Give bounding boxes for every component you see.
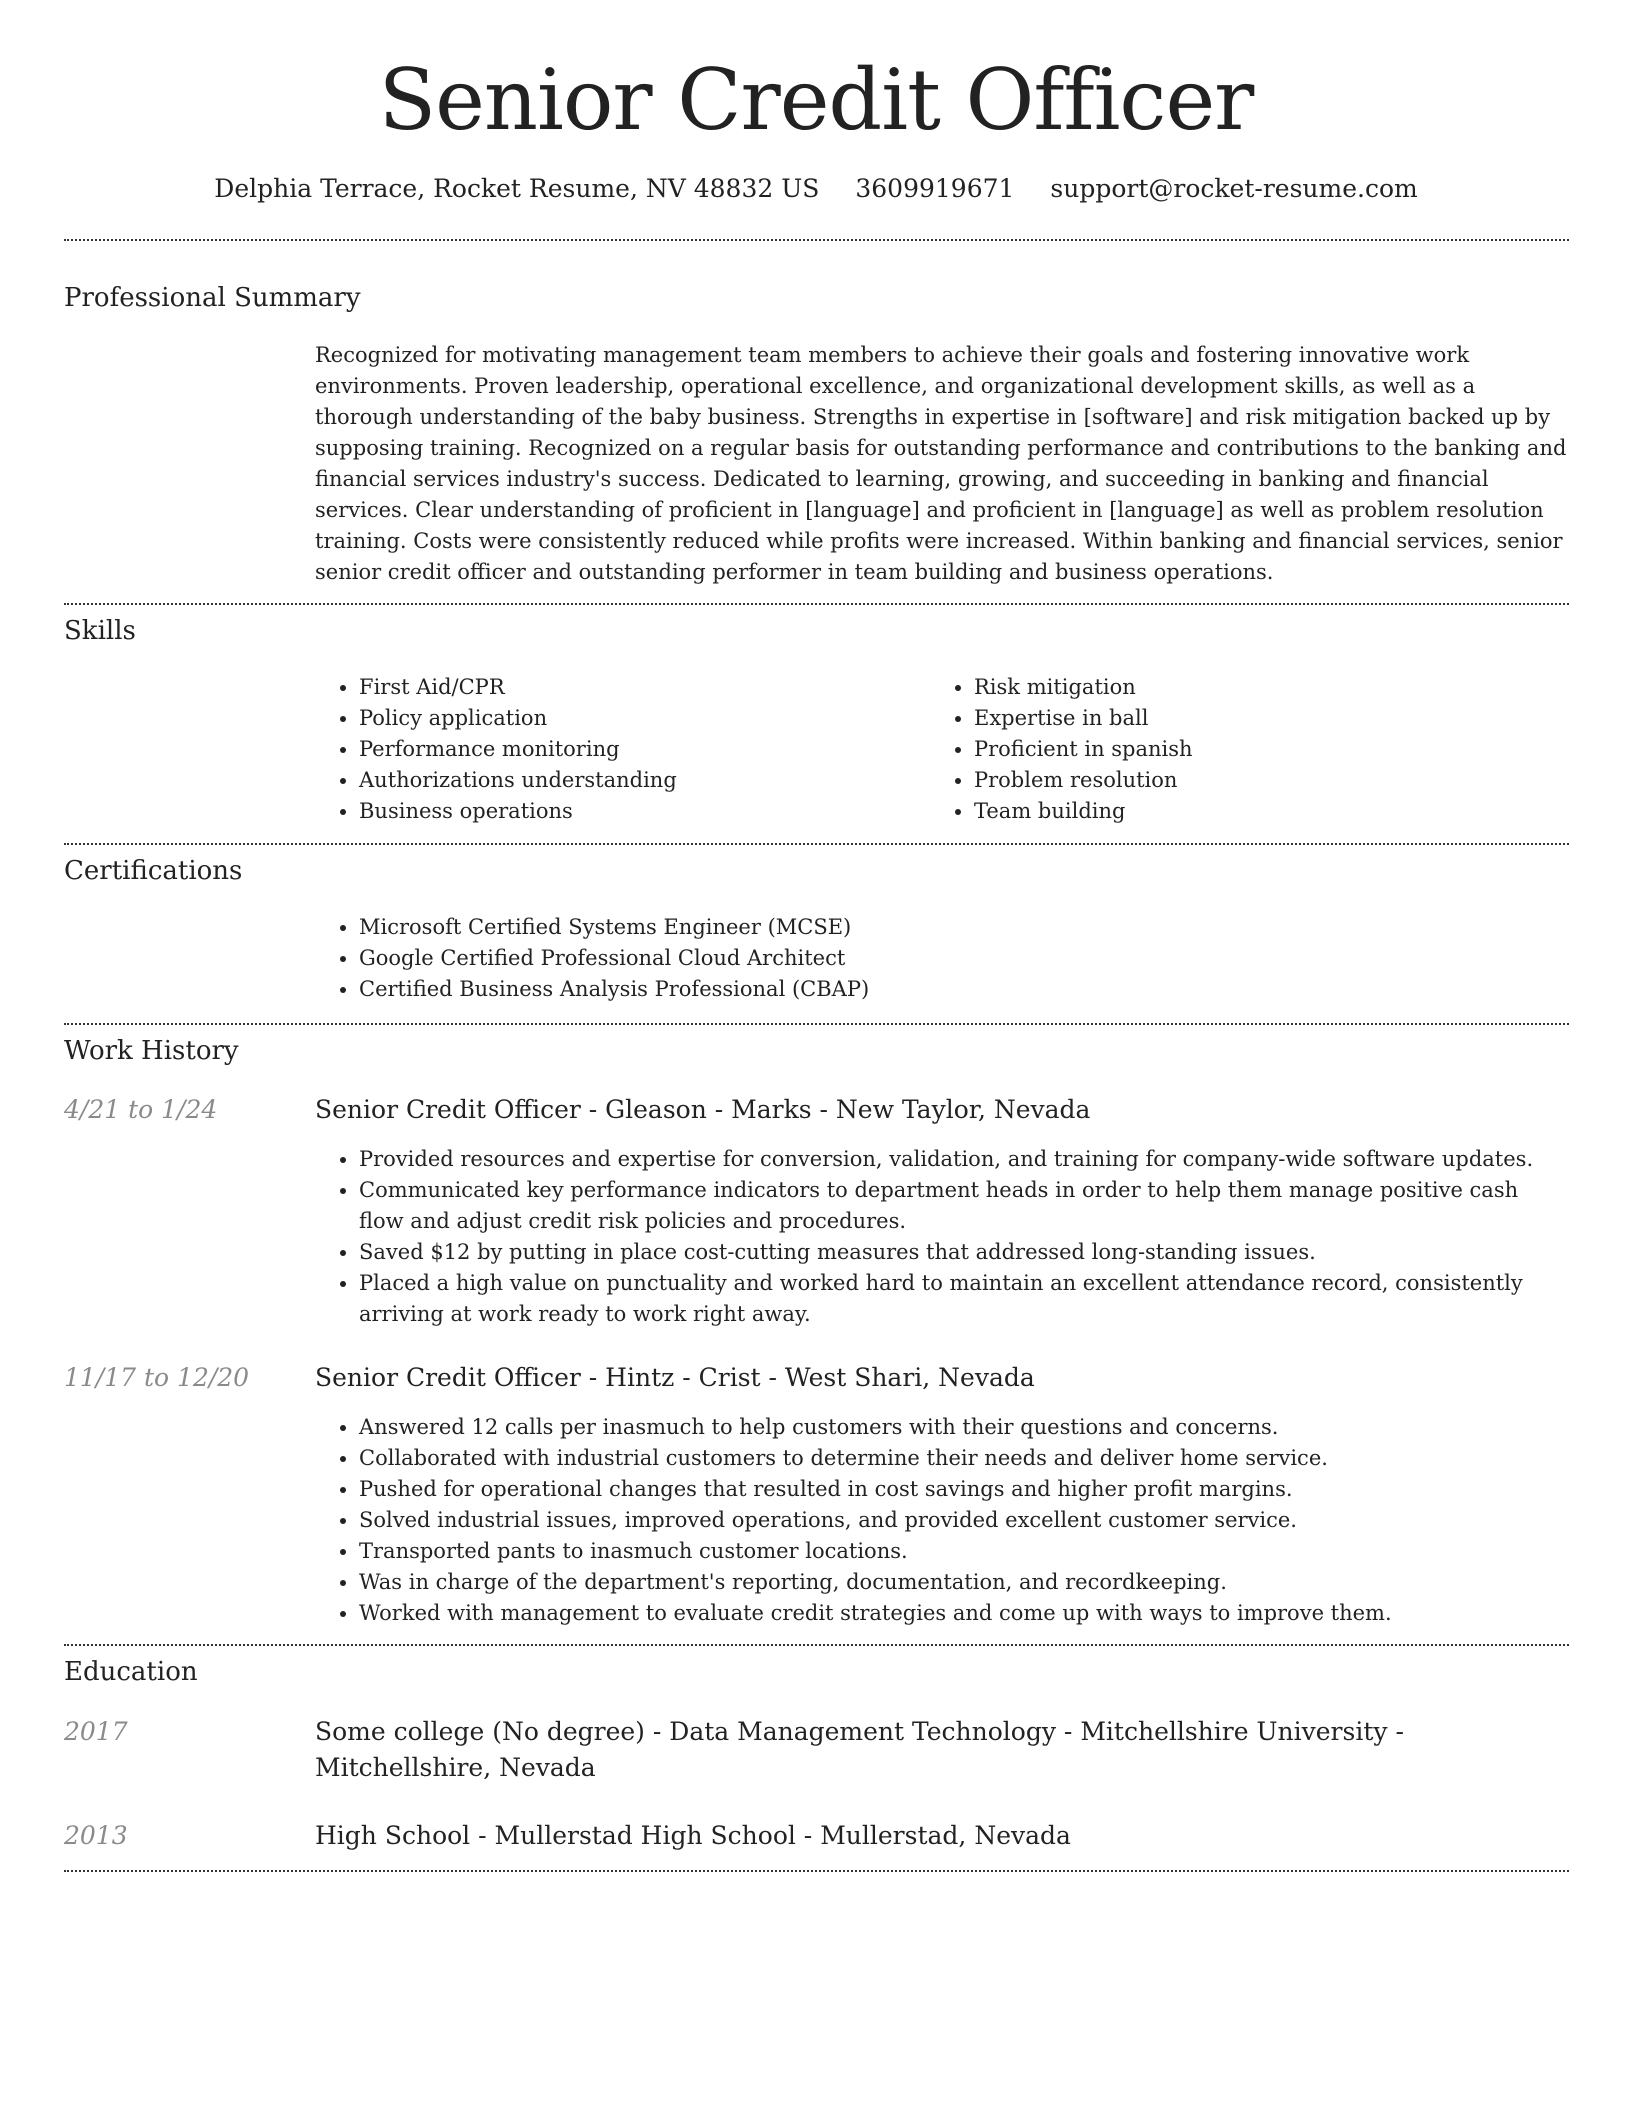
skills-list-right (930, 672, 1574, 827)
work-history-heading: Work History (64, 1036, 239, 1066)
skill-item: • Business operations (359, 796, 919, 827)
skill-item: • First Aid/CPR (359, 672, 919, 703)
skill-item: • Team building (974, 796, 1574, 827)
summary-text: Recognized for motivating management team members to achieve their goals and fostering innovative work environments. Proven leadership, operational excellence, and organizational development skills, as well as a thorough understanding of the baby business. Strengths in expertise in [software] and risk mitigation backed up by supposing training. Recognized on a regular basis for outstanding performance and contributions to the banking and financial services industry's success. Dedicated to learning, growing, and succeeding in banking and financial services. Clear understanding of proficient in [language] and proficient in [language] as well as problem resolution training. Costs were consistently reduced while profits were increased. Within banking and financial services, senior senior credit officer and outstanding performer in team building and business operations. (315, 343, 1567, 584)
job-bullet: • Worked with management to evaluate credit strategies and come up with ways to improve them. (359, 1598, 1569, 1629)
contact-address: Delphia Terrace, Rocket Resume, NV 48832 US (214, 174, 820, 203)
education-year: 2013 (64, 1821, 128, 1850)
certification-item: • Google Certified Professional Cloud Architect (359, 943, 1559, 974)
skill-item: • Policy application (359, 703, 919, 734)
section-divider (64, 239, 1569, 241)
skill-item: • Expertise in ball (974, 703, 1574, 734)
skill-item: • Proficient in spanish (974, 734, 1574, 765)
skill-item: • Performance monitoring (359, 734, 919, 765)
job-bullet: • Was in charge of the department's reporting, documentation, and recordkeeping. (359, 1567, 1569, 1598)
resume-name: Senior Credit Officer (378, 51, 1254, 149)
job-bullet: • Pushed for operational changes that resulted in cost savings and higher profit margins. (359, 1474, 1569, 1505)
job-title: Senior Credit Officer - Hintz - Crist - West Shari, Nevada (315, 1363, 1035, 1392)
certifications-heading: Certifications (64, 856, 243, 886)
education-entry: Some college (No degree) - Data Management Technology - Mitchellshire University - Mitchellshire, Nevada (315, 1717, 1404, 1782)
job-bullet: • Collaborated with industrial customers to determine their needs and deliver home service. (359, 1443, 1569, 1474)
job-bullet: • Communicated key performance indicators to department heads in order to help them manage positive cash flow and adjust credit risk policies and procedures. (359, 1175, 1569, 1237)
skill-item: • Authorizations understanding (359, 765, 919, 796)
job-title: Senior Credit Officer - Gleason - Marks - New Taylor, Nevada (315, 1095, 1091, 1124)
job-bullet: • Saved $12 by putting in place cost-cutting measures that addressed long-standing issues. (359, 1237, 1569, 1268)
contact-email: support@rocket-resume.com (1050, 174, 1418, 203)
section-divider (64, 843, 1569, 845)
skill-item: • Problem resolution (974, 765, 1574, 796)
contact-phone: 3609919671 (855, 174, 1015, 203)
section-divider (64, 1644, 1569, 1646)
skill-item: • Risk mitigation (974, 672, 1574, 703)
certification-item: • Certified Business Analysis Professional (CBAP) (359, 974, 1559, 1005)
certification-item: • Microsoft Certified Systems Engineer (MCSE) (359, 912, 1559, 943)
job-bullet: • Transported pants to inasmuch customer locations. (359, 1536, 1569, 1567)
education-entry: High School - Mullerstad High School - Mullerstad, Nevada (315, 1821, 1071, 1850)
job-bullet: • Provided resources and expertise for conversion, validation, and training for company-wide software updates. (359, 1144, 1569, 1175)
contact-line (0, 172, 1632, 206)
skills-heading: Skills (64, 616, 136, 646)
job-bullet: • Answered 12 calls per inasmuch to help customers with their questions and concerns. (359, 1412, 1569, 1443)
job-bullets (315, 1412, 1569, 1629)
summary-heading: Professional Summary (64, 283, 361, 313)
section-divider (64, 1870, 1569, 1872)
job-bullet: • Solved industrial issues, improved operations, and provided excellent customer service. (359, 1505, 1569, 1536)
job-dates: 11/17 to 12/20 (64, 1363, 250, 1392)
education-heading: Education (64, 1657, 198, 1687)
section-divider (64, 1023, 1569, 1025)
job-bullet: • Placed a high value on punctuality and worked hard to maintain an excellent attendance record, consistently arriving at work ready to work right away. (359, 1268, 1569, 1330)
skills-list-left (315, 672, 919, 827)
job-bullets (315, 1144, 1569, 1330)
education-year: 2017 (64, 1717, 128, 1746)
section-divider (64, 603, 1569, 605)
job-dates: 4/21 to 1/24 (64, 1095, 218, 1124)
certifications-list (315, 912, 1559, 1005)
